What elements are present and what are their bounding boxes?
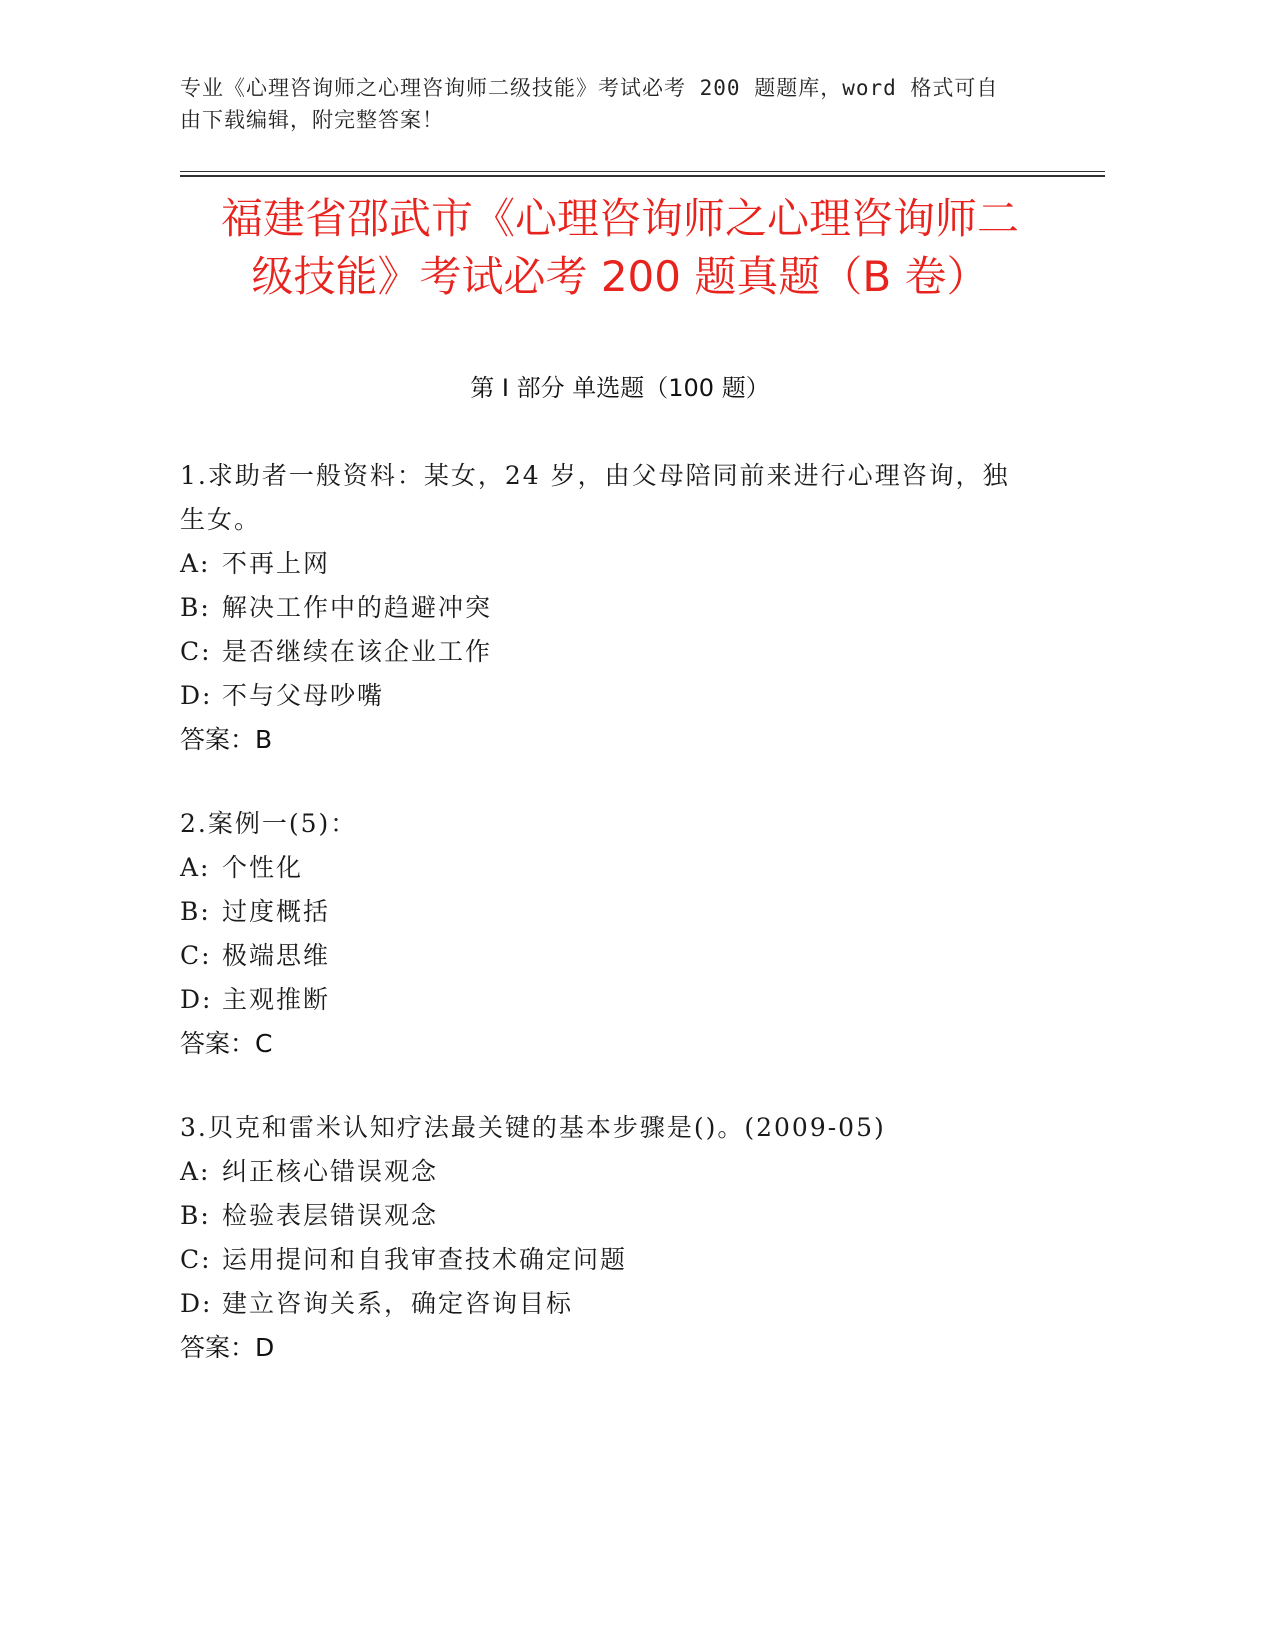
- option-letter: B:: [180, 593, 211, 622]
- option-letter: C:: [180, 941, 212, 970]
- question-2: [180, 802, 1060, 1066]
- option-letter: A:: [180, 549, 211, 578]
- header-note-line-1: 专业《心理咨询师之心理咨询师二级技能》考试必考 200 题题库，word 格式可自: [180, 76, 999, 100]
- option-b: [180, 586, 1060, 630]
- option-d: [180, 1282, 1060, 1326]
- option-a: [180, 1150, 1060, 1194]
- question-1: [180, 454, 1060, 762]
- header-divider-bottom: [180, 175, 1105, 177]
- question-stem: 1.求助者一般资料：某女，24 岁，由父母陪同前来进行心理咨询，独: [180, 461, 1010, 490]
- option-d: [180, 674, 1060, 718]
- option-letter: D:: [180, 985, 213, 1014]
- question-stem: 3.贝克和雷米认知疗法最关键的基本步骤是()。(2009-05): [180, 1113, 886, 1142]
- option-text: 检验表层错误观念: [222, 1201, 439, 1230]
- header-note-line-2: 由下载编辑，附完整答案！: [180, 108, 444, 132]
- answer: 答案：D: [180, 1333, 275, 1362]
- option-c: [180, 934, 1060, 978]
- question-stem: 2.案例一(5)：: [180, 809, 358, 838]
- option-a: [180, 542, 1060, 586]
- option-a: [180, 846, 1060, 890]
- option-b: [180, 890, 1060, 934]
- answer: 答案：B: [180, 725, 273, 754]
- option-letter: C:: [180, 637, 212, 666]
- answer: 答案：C: [180, 1029, 273, 1058]
- option-text: 个性化: [222, 853, 304, 882]
- option-text: 不再上网: [222, 549, 331, 578]
- option-b: [180, 1194, 1060, 1238]
- option-text: 主观推断: [222, 985, 331, 1014]
- document-title-line-2: 级技能》考试必考 200 题真题（B 卷）: [251, 252, 989, 301]
- document-title: [180, 190, 1060, 306]
- option-text: 建立咨询关系，确定咨询目标: [222, 1289, 574, 1318]
- option-letter: B:: [180, 1201, 211, 1230]
- option-text: 过度概括: [222, 897, 331, 926]
- question-stem-continued: 生女。: [180, 505, 262, 534]
- option-letter: D:: [180, 1289, 213, 1318]
- question-3: [180, 1106, 1060, 1370]
- option-letter: D:: [180, 681, 213, 710]
- option-text: 不与父母吵嘴: [222, 681, 385, 710]
- question-list: [180, 454, 1060, 1410]
- option-letter: B:: [180, 897, 211, 926]
- section-title: 第 I 部分 单选题（100 题）: [470, 374, 770, 402]
- option-d: [180, 978, 1060, 1022]
- option-text: 解决工作中的趋避冲突: [222, 593, 493, 622]
- option-letter: A:: [180, 1157, 211, 1186]
- option-text: 极端思维: [222, 941, 331, 970]
- option-letter: C:: [180, 1245, 212, 1274]
- header-note: [180, 72, 1040, 136]
- option-c: [180, 630, 1060, 674]
- option-letter: A:: [180, 853, 211, 882]
- option-text: 是否继续在该企业工作: [222, 637, 493, 666]
- header-divider-top: [180, 171, 1105, 172]
- document-title-line-1: 福建省邵武市《心理咨询师之心理咨询师二: [220, 194, 1019, 243]
- option-text: 纠正核心错误观念: [222, 1157, 439, 1186]
- option-c: [180, 1238, 1060, 1282]
- option-text: 运用提问和自我审查技术确定问题: [222, 1245, 628, 1274]
